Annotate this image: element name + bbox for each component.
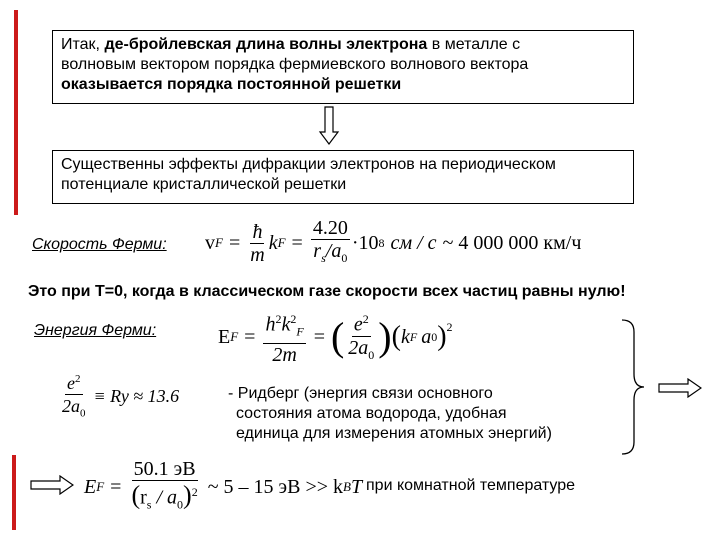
rydberg-fraction: $\frac{e^2}{2a_0}$ [60,368,88,425]
fermi-velocity-formula: v F = $\frac{ħ}{m}$ k F = $\frac{4.20}{r_s/a_0}$ ·10 8 см / с ~ 4 000 000 км/ч [205,216,581,270]
rydberg-desc-line-2: состояния атома водорода, удобная [236,405,507,422]
diffraction-line-1: Существенны эффекты дифракции электронов на периодическом [61,156,556,173]
final-energy-formula: E F = $\frac{50.1 эВ}{(r_s / a_0)^2}$ ~ 5 – 15 эВ >> k B T [84,456,362,518]
velocity-fraction: $\frac{4.20}{r_s/a_0}$ [312,217,348,265]
red-accent-bar-top [14,10,18,215]
intro-bold-phrase: де-бройлевская длина волны электрона [104,36,428,53]
red-accent-bar-bottom [12,455,16,530]
fermi-energy-formula: E F = $\frac{h^2k^2_F}{2m}$ = ( $\frac{e^2}{2a_0}$ ) ( k F a 0 ) $^2$ [218,306,453,368]
diffraction-box [52,150,634,204]
zero-temperature-statement: Это при T=0, когда в классическом газе скорости всех частиц равны нулю! [28,283,626,300]
intro-line-3: оказывается порядка постоянной решетки [61,76,402,93]
right-arrow-icon-bottom [30,475,74,495]
rydberg-desc-line-1: - Ридберг (энергия связи основного [228,385,493,402]
energy-fraction-1: $\frac{h^2k^2_F}{2m}$ [263,308,305,366]
right-brace-icon [618,318,648,456]
fermi-velocity-label: Скорость Ферми: [32,236,167,253]
final-fraction: $\frac{50.1 эВ}{(r_s / a_0)^2}$ [131,458,198,512]
room-temperature-note: при комнатной температуре [366,477,576,494]
intro-line-2: волновым вектором порядка фермиевского волнового вектора [61,56,529,73]
rydberg-desc-line-3: единица для измерения атомных энергий) [236,425,552,442]
rydberg-description [228,384,552,444]
right-arrow-icon [658,378,702,398]
diffraction-line-2: потенциале кристаллической решетки [61,176,347,193]
intro-box [52,30,634,104]
down-arrow-icon [318,106,340,146]
energy-fraction-2: $\frac{e^2}{2a_0}$ [346,308,376,366]
rydberg-formula: $\frac{e^2}{2a_0}$ ≡ Ry ≈ 13.6 [58,368,179,424]
fermi-energy-label: Энергия Ферми: [34,322,157,339]
intro-line-1: Итак, де-бройлевская длина волны электрона в металле с [61,36,521,53]
hbar-over-m: $\frac{ħ}{m}$ [250,220,265,266]
